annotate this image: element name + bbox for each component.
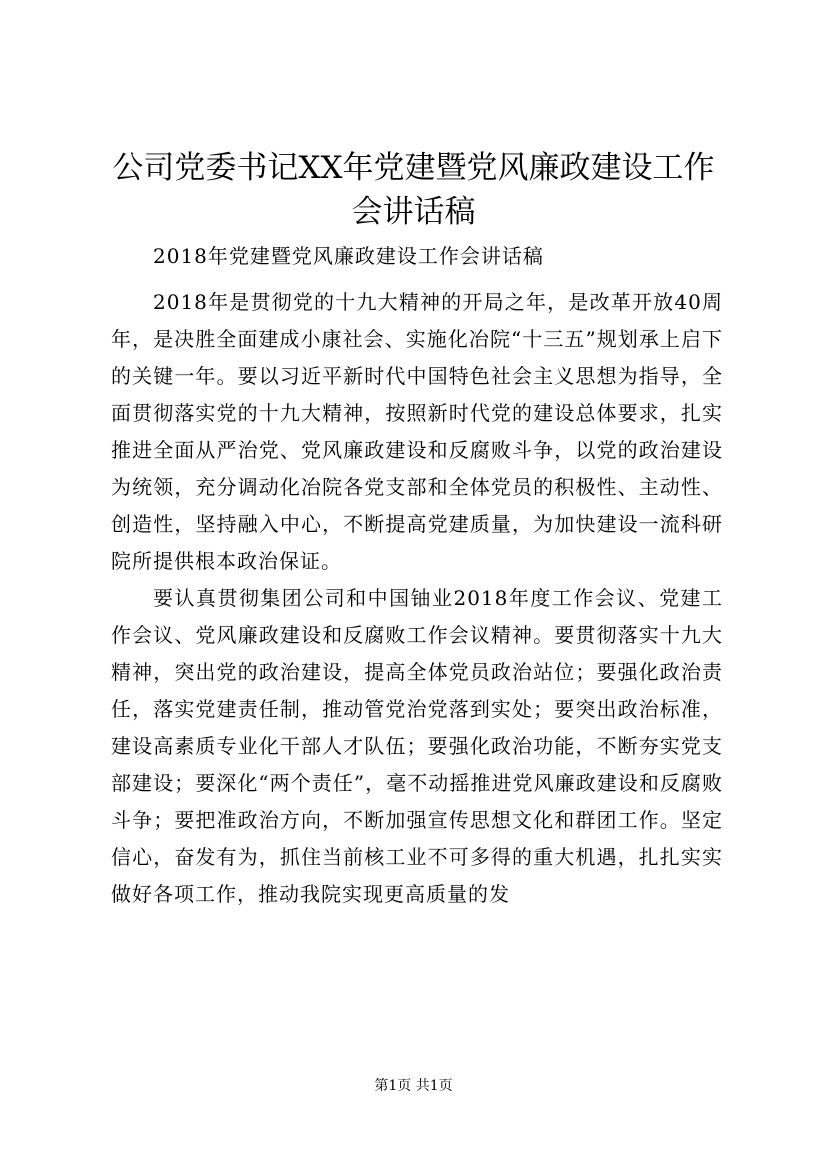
document-body — [111, 238, 723, 913]
paragraph-2: 要认真贯彻集团公司和中国铀业2018年度工作会议、党建工作会议、党风廉政建设和反腐败工作会议精神。要贯彻落实十九大精神，突出党的政治建设，提高全体党员政治站位；要强化政治责任，落实党建责任制，推动管党治党落到实处；要突出政治标准，建设高素质专业化干部人才队伍；要强化政治功能，不断夯实党支部建设；要深化“两个责任”，毫不动摇推进党风廉政建设和反腐败斗争；要把准政治方向，不断加强宣传思想文化和群团工作。坚定信心，奋发有为，抓住当前核工业不可多得的重大机遇，扎扎实实做好各项工作，推动我院实现更高质量的发 — [111, 586, 723, 906]
page-footer: 第1页 共1页 — [374, 1078, 453, 1094]
document-title: 公司党委书记XX年党建暨党风廉政建设工作会讲话稿 — [112, 150, 715, 230]
document-subtitle: 2018年党建暨党风廉政建设工作会讲话稿 — [153, 244, 544, 268]
paragraph-1: 2018年是贯彻党的十九大精神的开局之年，是改革开放40周年，是决胜全面建成小康社会、实施化冶院“十三五”规划承上启下的关键一年。要以习近平新时代中国特色社会主义思想为指导，全面贯彻落实党的十九大精神，按照新时代党的建设总体要求，扎实推进全面从严治党、党风廉政建设和反腐败斗争，以党的政治建设为统领，充分调动化冶院各党支部和全体党员的积极性、主动性、创造性，坚持融入中心，不断提高党建质量，为加快建设一流科研院所提供根本政治保证。 — [111, 290, 723, 573]
